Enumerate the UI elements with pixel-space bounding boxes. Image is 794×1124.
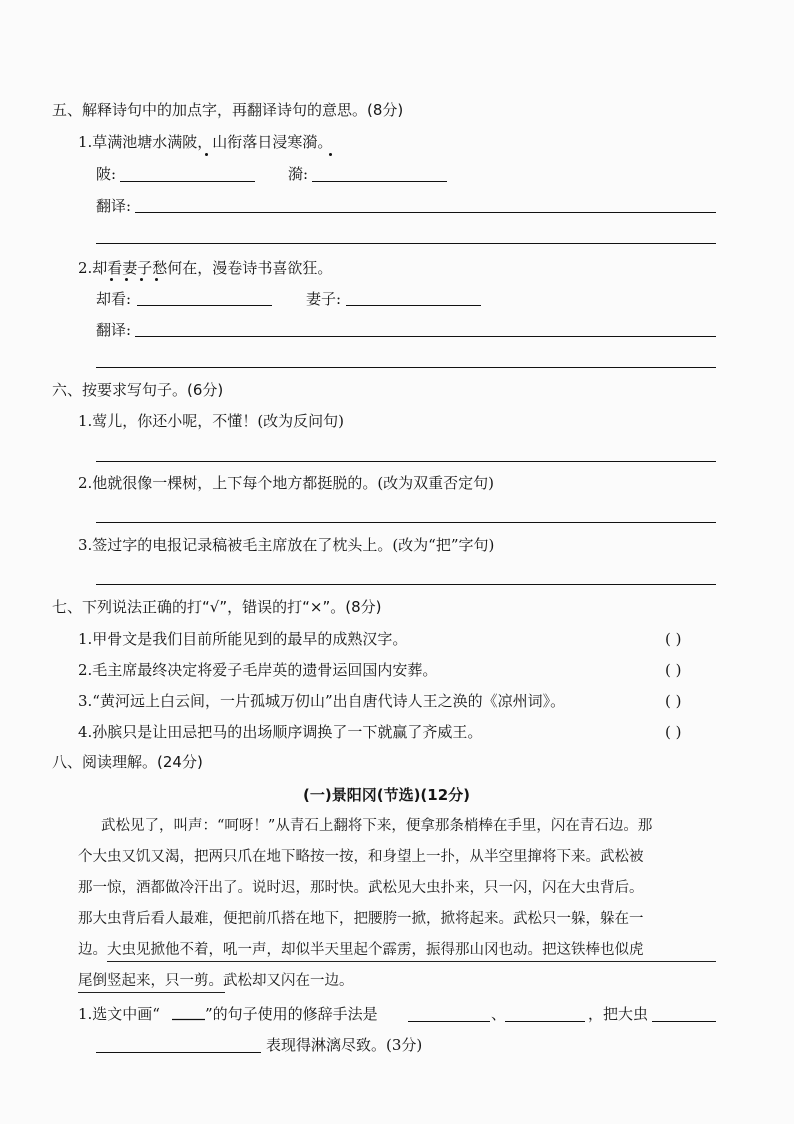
rhetoric-blank-2[interactable]: [505, 1021, 585, 1022]
s5-q1-translate-label: 翻译:: [96, 197, 132, 215]
passage-line-5-start: 边。: [78, 942, 107, 958]
s5-q2-text: 2.却看妻子愁何在，漫卷诗书喜欲狂。: [78, 259, 333, 277]
section-5-heading: 五、解释诗句中的加点字，再翻译诗句的意思。(8分): [52, 101, 404, 119]
s7-item-4-answer-paren[interactable]: ( ): [665, 723, 682, 741]
sentence-underline-1: [107, 961, 716, 962]
reading-q1-separator: 、: [491, 1005, 507, 1023]
underlined-sentence-part-2: 尾倒竖起来，只一剪。: [78, 973, 223, 989]
rhetoric-blank-1[interactable]: [408, 1021, 490, 1022]
s5-q2-translate-line-1[interactable]: [135, 336, 716, 337]
s5-q1-translate-line-2[interactable]: [96, 243, 716, 244]
reading-q1-part-a: 1.选文中画“: [78, 1005, 160, 1023]
s5-q2-word1-label: 却看:: [96, 290, 132, 308]
emphasis-dot: [205, 153, 208, 156]
passage-line-2: 个大虫又饥又渴，把两只爪在地下略按一按，和身望上一扑，从半空里撺将下来。武松被: [78, 849, 644, 865]
passage-line-1: 武松见了，叫声：“呵呀！”从青石上翻将下来，便拿那条梢棒在手里，闪在青石边。那: [101, 818, 653, 834]
s7-item-4: 4.孙膑只是让田忌把马的出场顺序调换了一下就赢了齐威王。: [78, 723, 483, 741]
s7-item-3-answer-paren[interactable]: ( ): [665, 692, 682, 710]
reading-q1-part-e: 表现得淋漓尽致。(3分): [266, 1036, 423, 1054]
s6-item-3-note: (改为“把”字句): [392, 536, 495, 554]
s5-q2-word2-label: 妻子:: [306, 290, 342, 308]
s6-item-1-note: (改为反问句): [257, 412, 345, 430]
section-7-heading: 七、下列说法正确的打“√”，错误的打“×”。(8分): [52, 598, 382, 616]
s7-item-2: 2.毛主席最终决定将爱子毛岸英的遗骨运回国内安葬。: [78, 661, 438, 679]
section-6-heading: 六、按要求写句子。(6分): [52, 381, 224, 399]
s7-item-1-answer-paren[interactable]: ( ): [665, 630, 682, 648]
s5-q2-translate-line-2[interactable]: [96, 367, 716, 368]
passage-line-6: [78, 972, 354, 990]
s6-item-1-text: 1.莺儿，你还小呢，不懂！: [78, 412, 258, 430]
reading-q1-part-d: ，把大虫: [588, 1005, 649, 1023]
emphasis-dot: [329, 153, 332, 156]
emphasis-dot: [110, 278, 113, 281]
emphasis-dot: [140, 278, 143, 281]
s5-q1-text: 1.草满池塘水满陂，山衔落日浸寒漪。: [78, 133, 333, 151]
s7-item-1: 1.甲骨文是我们目前所能见到的最早的成熟汉字。: [78, 630, 408, 648]
s5-q1-translate-line-1[interactable]: [135, 212, 716, 213]
s6-item-3: [78, 536, 494, 554]
passage-title: (一)景阳冈(节选)(12分): [303, 786, 471, 804]
s6-item-2-answer-line[interactable]: [96, 522, 716, 523]
s6-item-1-answer-line[interactable]: [96, 461, 716, 462]
s5-q2-word1-blank[interactable]: [137, 305, 272, 306]
s7-item-3: 3.“黄河远上白云间，一片孤城万仞山”出自唐代诗人王之涣的《凉州词》。: [78, 692, 566, 710]
passage-line-6-end: 武松却又闪在一边。: [223, 973, 354, 989]
s5-q1-word1-blank[interactable]: [120, 181, 255, 182]
section-8-heading: 八、阅读理解。(24分): [52, 753, 203, 771]
description-blank-1[interactable]: [652, 1021, 716, 1022]
s6-item-2-text: 2.他就很像一棵树，上下每个地方都挺脱的。: [78, 474, 378, 492]
passage-line-4: 那大虫背后看人最难，便把前爪搭在地下，把腰胯一掀，掀将起来。武松只一躲，躲在一: [78, 911, 644, 927]
sentence-underline-2: [78, 992, 225, 993]
underlined-sentence-part-1: 大虫见掀他不着，吼一声，却似半天里起个霹雳，振得那山冈也动。把这铁棒也似虎: [107, 942, 644, 958]
passage-line-3: 那一惊，酒都做冷汗出了。说时迟，那时快。武松见大虫扑来，只一闪，闪在大虫背后。: [78, 880, 644, 896]
s7-item-2-answer-paren[interactable]: ( ): [665, 661, 682, 679]
s5-q1-word1-label: 陂:: [96, 165, 117, 183]
emphasis-dot: [155, 278, 158, 281]
reading-q1-part-b: ”的句子使用的修辞手法是: [205, 1005, 378, 1023]
s6-item-1: [78, 412, 344, 430]
wavy-line-symbol: [172, 1017, 205, 1022]
s5-q1-word2-blank[interactable]: [312, 181, 447, 182]
s5-q1-word2-label: 漪:: [288, 165, 309, 183]
description-blank-2[interactable]: [96, 1052, 261, 1053]
s5-q2-translate-label: 翻译:: [96, 321, 132, 339]
s6-item-2: [78, 474, 494, 492]
s6-item-3-answer-line[interactable]: [96, 584, 716, 585]
emphasis-dot: [125, 278, 128, 281]
s6-item-2-note: (改为双重否定句): [377, 474, 495, 492]
s5-q2-word2-blank[interactable]: [346, 305, 481, 306]
s6-item-3-text: 3.签过字的电报记录稿被毛主席放在了枕头上。: [78, 536, 393, 554]
passage-line-5: [78, 941, 644, 959]
